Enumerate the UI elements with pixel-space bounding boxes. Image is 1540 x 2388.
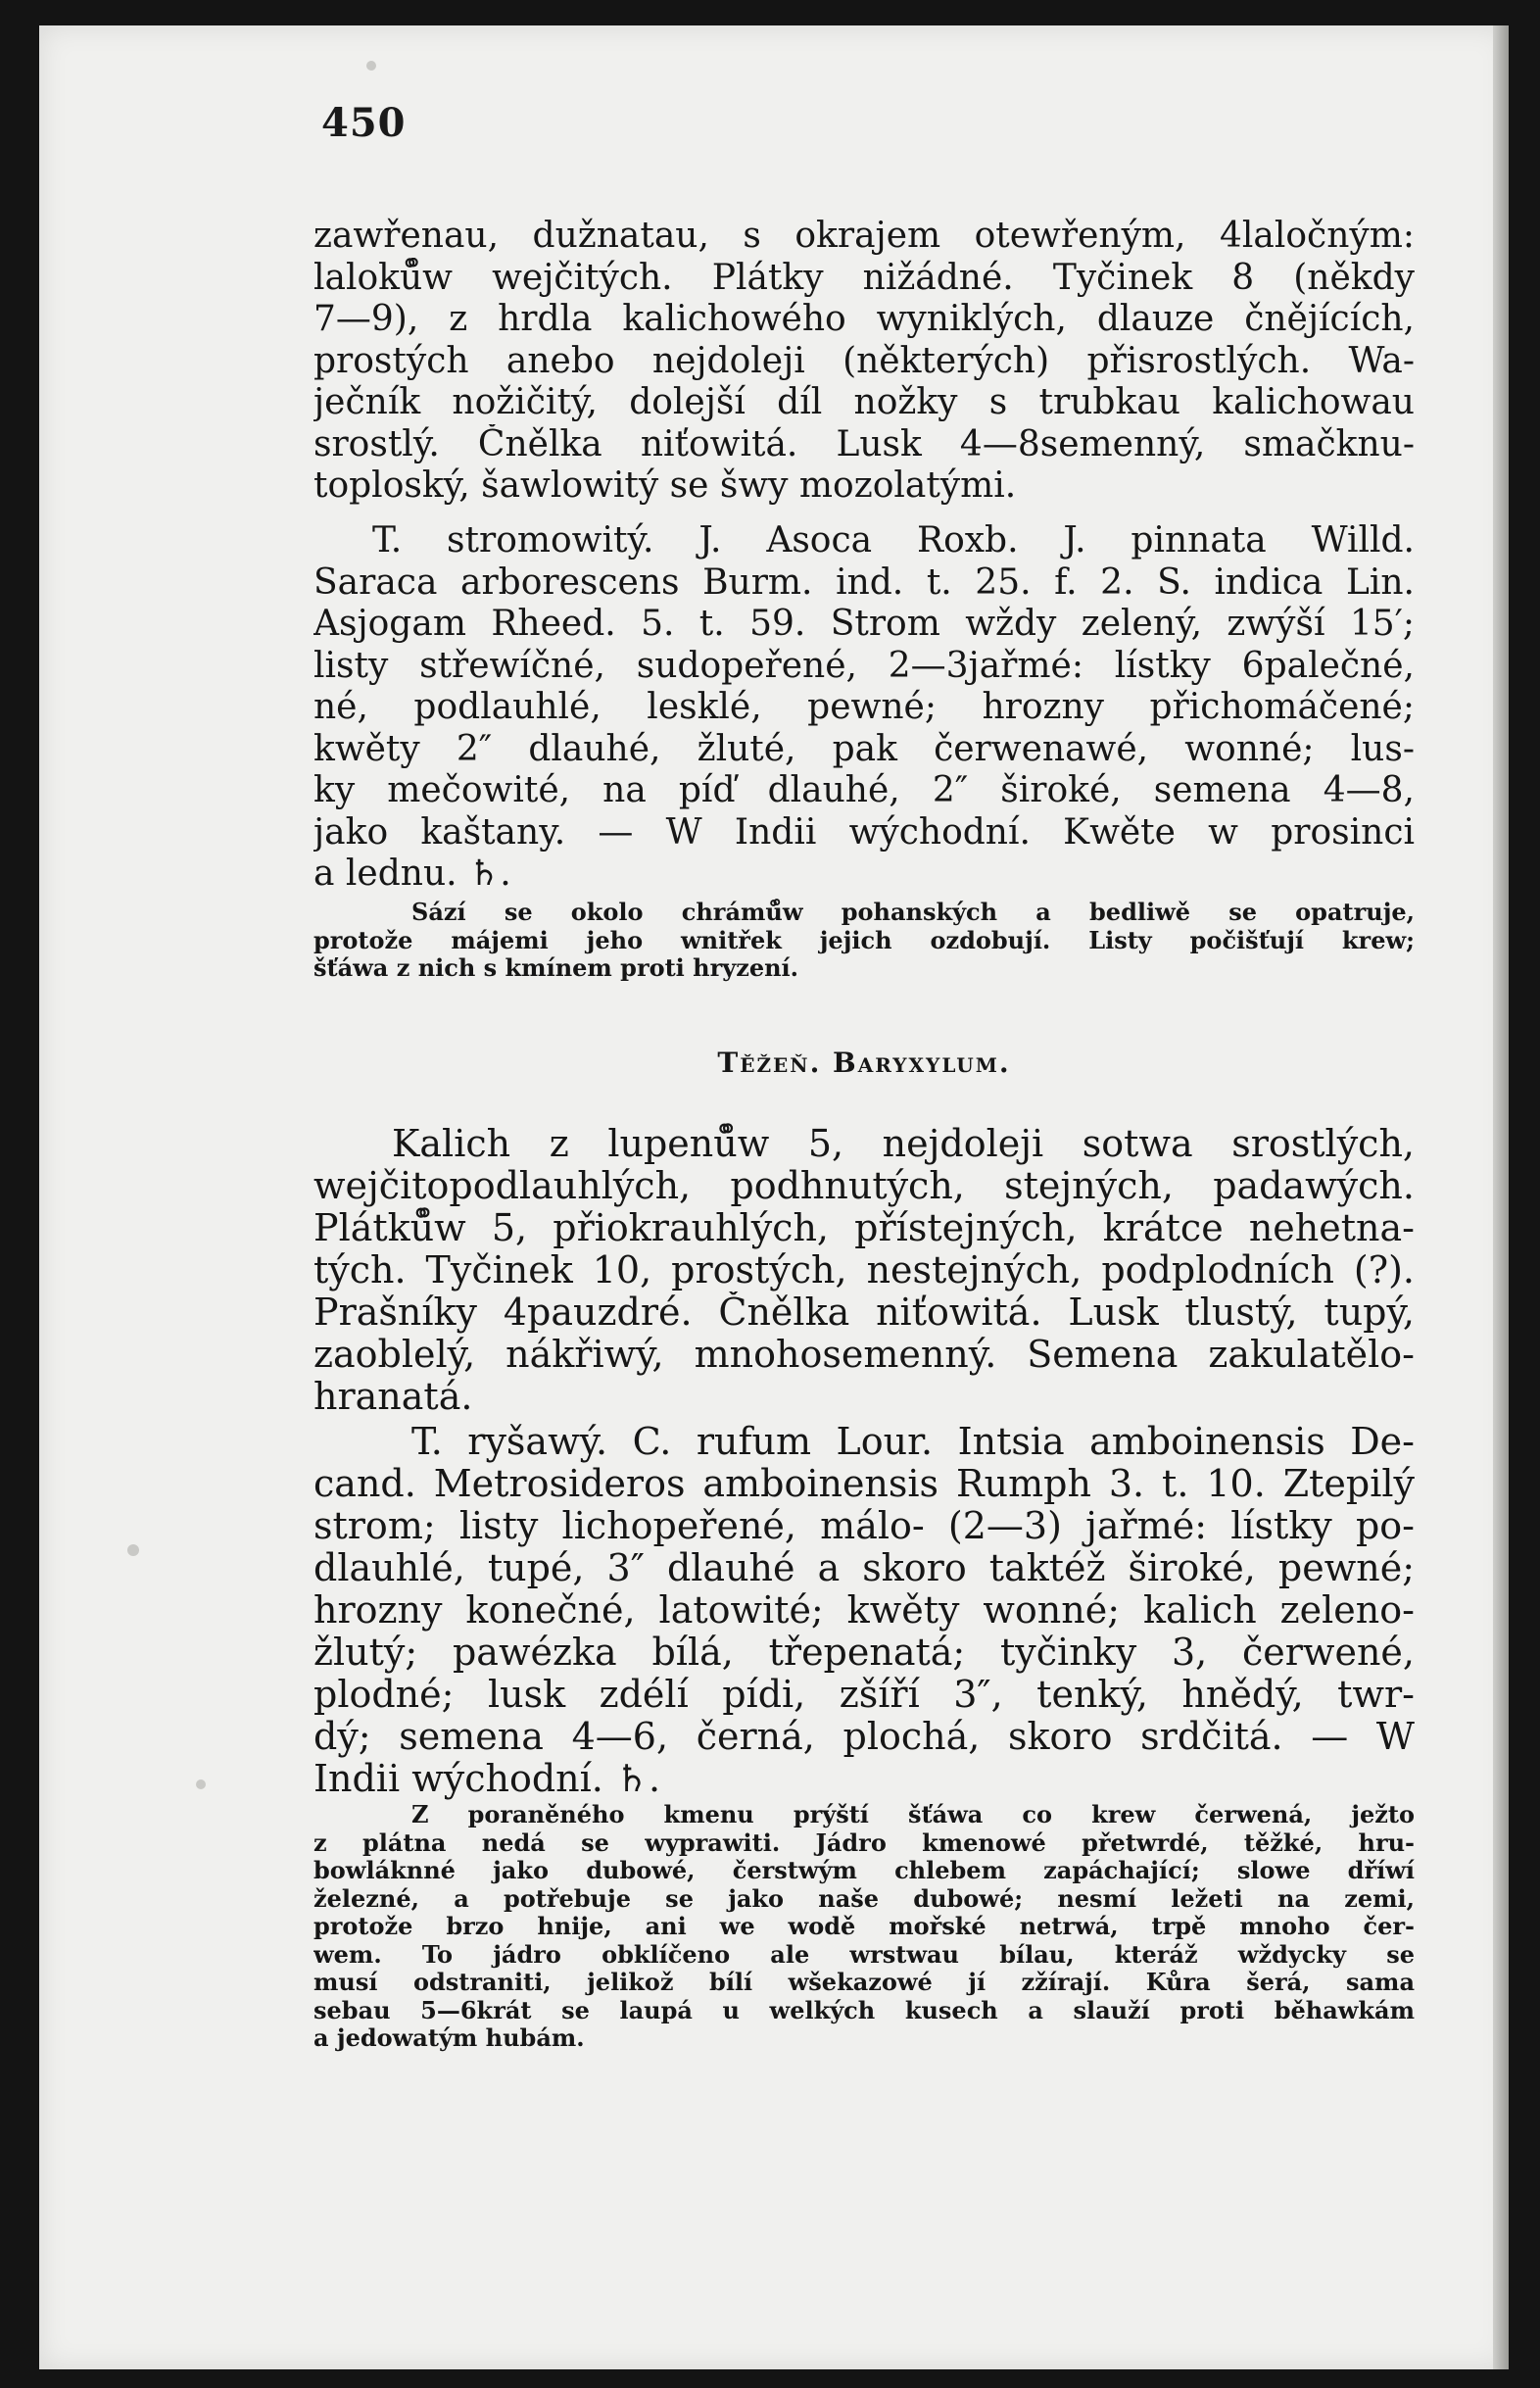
text-line: wem. To jádro obklíčeno ale wrstwau bílau, kteráž wždycky se bbox=[313, 1940, 1415, 1969]
text-line: né, podlauhlé, lesklé, pewné; hrozny přichomáčené; bbox=[313, 687, 1415, 727]
text-line: bowláknné jako dubowé, čerstwým chlebem zapáchající; slowe dříwí bbox=[313, 1857, 1415, 1884]
text-line: srostlý. Čnělka niťowitá. Lusk 4—8semenný, smačknu- bbox=[313, 423, 1415, 464]
text-line: dlauhlé, tupé, 3″ dlauhé a skoro taktéž široké, pewné; bbox=[313, 1547, 1415, 1589]
text-line: Prašníky 4pauzdré. Čnělka niťowitá. Lusk tlustý, tupý, bbox=[313, 1291, 1415, 1334]
page-edge bbox=[1493, 25, 1509, 2369]
text-line: listy střewíčné, sudopeřené, 2—3jařmé: lístky 6palečné, bbox=[313, 645, 1415, 686]
text-line: Z poraněného kmenu prýští šťáwa co krew čerwená, ježto bbox=[411, 1801, 1415, 1828]
text-line: plodné; lusk zdélí pídi, zšíří 3″, tenký, hnědý, twr- bbox=[313, 1674, 1415, 1716]
paragraph-genus-barxylum bbox=[313, 1123, 1415, 1418]
text-line: wejčitopodlauhlých, podhnutých, stejných, padawých. bbox=[313, 1165, 1415, 1207]
text-line: Kalich z lupenů̊w 5, nejdoleji sotwa srostlých, bbox=[392, 1123, 1415, 1165]
paragraph-species-rysawy bbox=[313, 1421, 1415, 1800]
note-usage-1 bbox=[313, 899, 1415, 983]
text-line: železné, a potřebuje se jako naše dubowé; nesmí ležeti na zemi, bbox=[313, 1884, 1415, 1913]
text-line: Saraca arborescens Burm. ind. t. 25. f. 2. S. indica Lin. bbox=[313, 561, 1415, 603]
text-line: žlutý; pawézka bílá, třepenatá; tyčinky 3, čerwené, bbox=[313, 1632, 1415, 1674]
text-line: cand. Metrosideros amboinensis Rumph 3. t. 10. Ztepilý bbox=[313, 1463, 1415, 1505]
text-line: T. ryšawý. C. rufum Lour. Intsia amboinensis De- bbox=[411, 1421, 1415, 1463]
text-line: musí odstraniti, jelikož bílí wšekazowé jí zžírají. Kůra šerá, sama bbox=[313, 1969, 1415, 1996]
text-line: Plátků̊w 5, přiokrauhlých, přístejných, krátce nehetna- bbox=[313, 1207, 1415, 1249]
text-line: jako kaštany. — W Indii wýchodní. Kwěte w prosinci bbox=[313, 811, 1415, 853]
text-line: Indii wýchodní. ♄. bbox=[313, 1758, 661, 1800]
text-line: protože brzo hnije, ani we wodě mořské netrwá, trpě mnoho čer- bbox=[313, 1913, 1415, 1940]
text-line: šťáwa z nich s kmínem proti hryzení. bbox=[313, 954, 799, 982]
text-line: protože májemi jeho wnitřek jejich ozdobují. Listy počišťují krew; bbox=[313, 926, 1415, 954]
note-usage-2 bbox=[313, 1801, 1415, 2053]
text-line: 7—9), z hrdla kalichowého wyniklých, dlauze čnějících, bbox=[313, 299, 1415, 339]
text-line: zawřenau, dužnatau, s okrajem otewřeným, 4laločným: bbox=[313, 216, 1415, 256]
text-line: strom; listy lichopeřené, málo- (2—3) jařmé: lístky po- bbox=[313, 1505, 1415, 1547]
text-line: hranatá. bbox=[313, 1376, 473, 1418]
text-line: T. stromowitý. J. Asoca Roxb. J. pinnata Willd. bbox=[372, 520, 1415, 560]
text-line: laloků̊w wejčitých. Plátky nižádné. Tyčinek 8 (někdy bbox=[313, 257, 1415, 298]
text-line: ječník nožičitý, dolejší díl nožky s trubkau kalichowau bbox=[313, 382, 1415, 422]
text-line: kwěty 2″ dlauhé, žluté, pak čerwenawé, wonné; lus- bbox=[313, 728, 1415, 769]
text-line: toploský, šawlowitý se šwy mozolatými. bbox=[313, 465, 1017, 506]
paper-speck bbox=[127, 1544, 139, 1556]
text-line: z plátna nedá se wyprawiti. Jádro kmenowé přetwrdé, těžké, hru- bbox=[313, 1828, 1415, 1857]
text-line: a jedowatým hubám. bbox=[313, 2024, 585, 2052]
paper-speck bbox=[366, 61, 376, 71]
text-line: prostých anebo nejdoleji (některých) přisrostlých. Wa- bbox=[313, 340, 1415, 381]
text-line: ky mečowité, na píď dlauhé, 2″ široké, semena 4—8, bbox=[313, 770, 1415, 810]
genus-heading: Těžeň. Baryxylum. bbox=[717, 1047, 1011, 1079]
page-number: 450 bbox=[321, 100, 407, 146]
text-line: sebau 5—6krát se laupá u welkých kusech a slauží proti běhawkám bbox=[313, 1996, 1415, 2024]
paragraph-species-stromowity bbox=[313, 520, 1415, 896]
text-line: Asjogam Rheed. 5. t. 59. Strom wždy zelený, zwýší 15′; bbox=[313, 604, 1415, 644]
text-line: zaoblelý, nákřiwý, mnohosemenný. Semena zakulatělo- bbox=[313, 1334, 1415, 1376]
text-line: a lednu. ♄. bbox=[313, 853, 511, 894]
text-line: tých. Tyčinek 10, prostých, nestejných, podplodních (?). bbox=[313, 1249, 1415, 1291]
text-line: hrozny konečné, latowité; kwěty wonné; kalich zeleno- bbox=[313, 1589, 1415, 1632]
paper-speck bbox=[196, 1779, 206, 1789]
text-line: dý; semena 4—6, černá, plochá, skoro srdčitá. — W bbox=[313, 1716, 1415, 1758]
paragraph-genus-description bbox=[313, 216, 1415, 508]
text-line: Sází se okolo chrámů̊w pohanských a bedliwě se opatruje, bbox=[411, 899, 1415, 926]
